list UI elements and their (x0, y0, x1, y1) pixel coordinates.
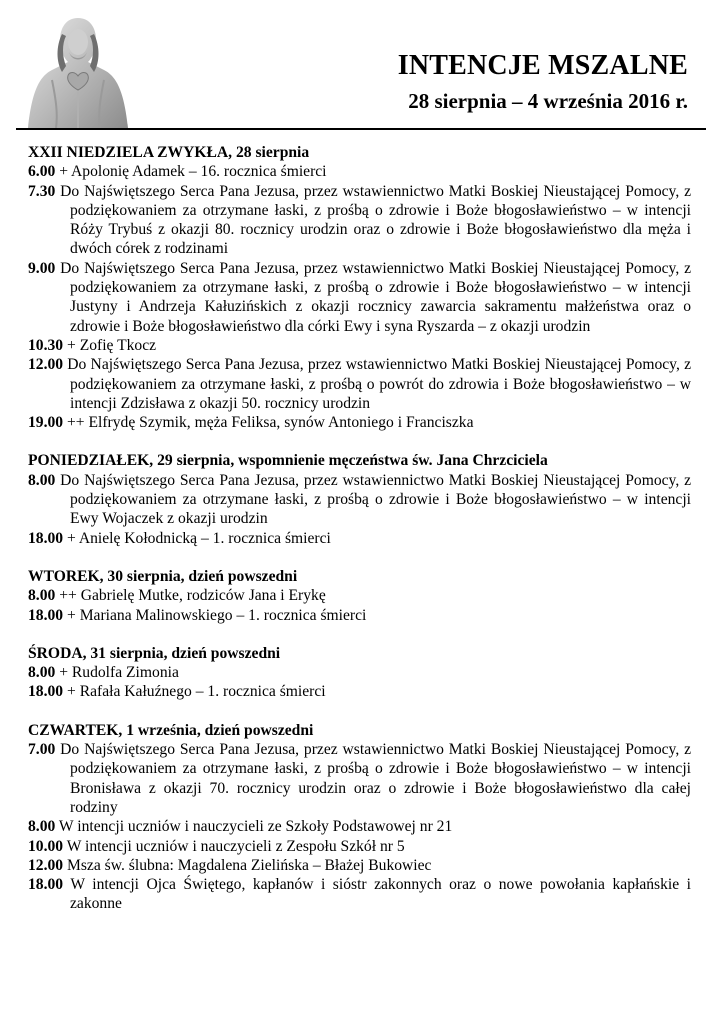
header-divider (16, 128, 706, 130)
mass-entry (28, 471, 691, 529)
mass-time: 8.00 (28, 471, 56, 489)
mass-intention: Do Najświętszego Serca Pana Jezusa, przez wstawiennictwo Matki Boskiej Nieustającej Pomocy, z podziękowaniem za otrzymane łaski, z prośbą o zdrowie i Boże błogosławieństwo – w intencji Róży Trybuś z okazji 80. rocznicy urodzin oraz o zdrowie i Boże błogosławieństwo dla męża i dwóch córek z rodzinami (60, 182, 691, 258)
day-heading: XXII NIEDZIELA ZWYKŁA, 28 sierpnia (28, 144, 310, 161)
mass-entry (28, 529, 691, 548)
mass-entry (28, 817, 691, 836)
mass-time: 18.00 (28, 683, 64, 701)
mass-time: 7.30 (28, 182, 56, 200)
mass-time: 8.00 (28, 818, 56, 836)
mass-entry (28, 663, 691, 682)
page-title: INTENCJE MSZALNE (397, 50, 688, 81)
mass-entry (28, 875, 691, 914)
day-section-sunday (28, 143, 691, 432)
mass-entry (28, 837, 691, 856)
mass-time: 19.00 (28, 414, 64, 432)
mass-entry (28, 355, 691, 413)
page-header (0, 0, 724, 135)
mass-entry (28, 740, 691, 817)
day-heading: ŚRODA, 31 sierpnia, dzień powszedni (28, 644, 281, 662)
mass-entry (28, 856, 691, 875)
mass-intention: ++ Gabrielę Mutke, rodziców Jana i Erykę (59, 587, 326, 605)
mass-intention: W intencji uczniów i nauczycieli ze Szkoły Podstawowej nr 21 (58, 818, 453, 836)
day-heading: CZWARTEK, 1 września, dzień powszedni (28, 721, 314, 739)
day-section-monday (28, 451, 691, 547)
mass-time: 12.00 (28, 356, 64, 374)
mass-intention: W intencji Ojca Świętego, kapłanów i sióstr zakonnych oraz o nowe powołania kapłańskie i zakonne (70, 876, 691, 913)
mass-time: 12.00 (28, 856, 64, 874)
mass-time: 18.00 (28, 876, 64, 894)
mass-time: 9.00 (28, 259, 56, 277)
mass-intention: Do Najświętszego Serca Pana Jezusa, przez wstawiennictwo Matki Boskiej Nieustającej Pomocy, z podziękowaniem za otrzymane łaski, z prośbą o zdrowie i Boże błogosławieństwo – w intencji Ewy Wojaczek z okazji urodzin (60, 471, 691, 528)
mass-time: 18.00 (28, 529, 64, 547)
mass-intention: Msza św. ślubna: Magdalena Zielińska – Błażej Bukowiec (67, 856, 432, 874)
mass-time: 8.00 (28, 587, 56, 605)
mass-entry (28, 606, 691, 625)
mass-intention: + Anielę Kołodnicką – 1. rocznica śmierci (67, 529, 331, 547)
day-section-tuesday (28, 567, 691, 625)
day-heading: WTOREK, 30 sierpnia, dzień powszedni (28, 567, 298, 585)
mass-intention: Do Najświętszego Serca Pana Jezusa, przez wstawiennictwo Matki Boskiej Nieustającej Pomocy, z podziękowaniem za otrzymane łaski, z prośbą o zdrowie i Boże błogosławieństwo – w intencji Justyny i Andrzeja Kałuzińskich z okazji rocznicy zawarcia sakramentu małżeństwa oraz o zdrowie i Boże błogosławieństwo dla córki Ewy i syna Ryszarda – z okazji urodzin (60, 259, 691, 335)
intentions-list (28, 143, 691, 933)
mass-intention: + Apolonię Adamek – 16. rocznica śmierci (59, 163, 327, 181)
mass-entry (28, 682, 691, 701)
mass-intention: ++ Elfrydę Szymik, męża Feliksa, synów Antoniego i Franciszka (67, 414, 474, 432)
mass-intention: + Rafała Kałuźnego – 1. rocznica śmierci (67, 683, 326, 701)
mass-intention: + Mariana Malinowskiego – 1. rocznica śmierci (67, 606, 367, 624)
mass-time: 10.00 (28, 837, 64, 855)
mass-time: 18.00 (28, 606, 64, 624)
mass-time: 7.00 (28, 741, 56, 759)
mass-time: 8.00 (28, 664, 56, 682)
mass-entry (28, 259, 691, 336)
day-heading: PONIEDZIAŁEK, 29 sierpnia, wspomnienie męczeństwa św. Jana Chrzciciela (28, 452, 548, 470)
date-range: 28 sierpnia – 4 września 2016 r. (408, 89, 688, 113)
mass-entry (28, 336, 691, 355)
mass-intention: + Zofię Tkocz (67, 336, 157, 354)
mass-entry (28, 182, 691, 259)
mass-entry (28, 586, 691, 605)
mass-intention: Do Najświętszego Serca Pana Jezusa, przez wstawiennictwo Matki Boskiej Nieustającej Pomocy, z podziękowaniem za otrzymane łaski, z prośbą o zdrowie i Boże błogosławieństwo – w intencji Bronisława z okazji 70. rocznicy urodzin oraz o zdrowie i Boże błogosławieństwo dla całej rodziny (60, 741, 691, 816)
mass-intention: + Rudolfa Zimonia (59, 664, 179, 682)
mass-entry (28, 413, 691, 432)
mass-intention: Do Najświętszego Serca Pana Jezusa, przez wstawiennictwo Matki Boskiej Nieustającej Pomocy, z podziękowaniem za otrzymane łaski, z prośbą o powrót do zdrowia i Boże błogosławieństwo – w intencji Zdzisława z okazji 50. rocznicy urodzin (67, 356, 691, 412)
day-section-wednesday (28, 644, 691, 702)
mass-intention: W intencji uczniów i nauczycieli z Zespołu Szkół nr 5 (66, 837, 405, 855)
sacred-heart-statue-image (22, 10, 134, 128)
mass-time: 6.00 (28, 163, 56, 181)
mass-entry (28, 162, 691, 181)
day-section-thursday (28, 721, 691, 914)
mass-time: 10.30 (28, 336, 64, 354)
